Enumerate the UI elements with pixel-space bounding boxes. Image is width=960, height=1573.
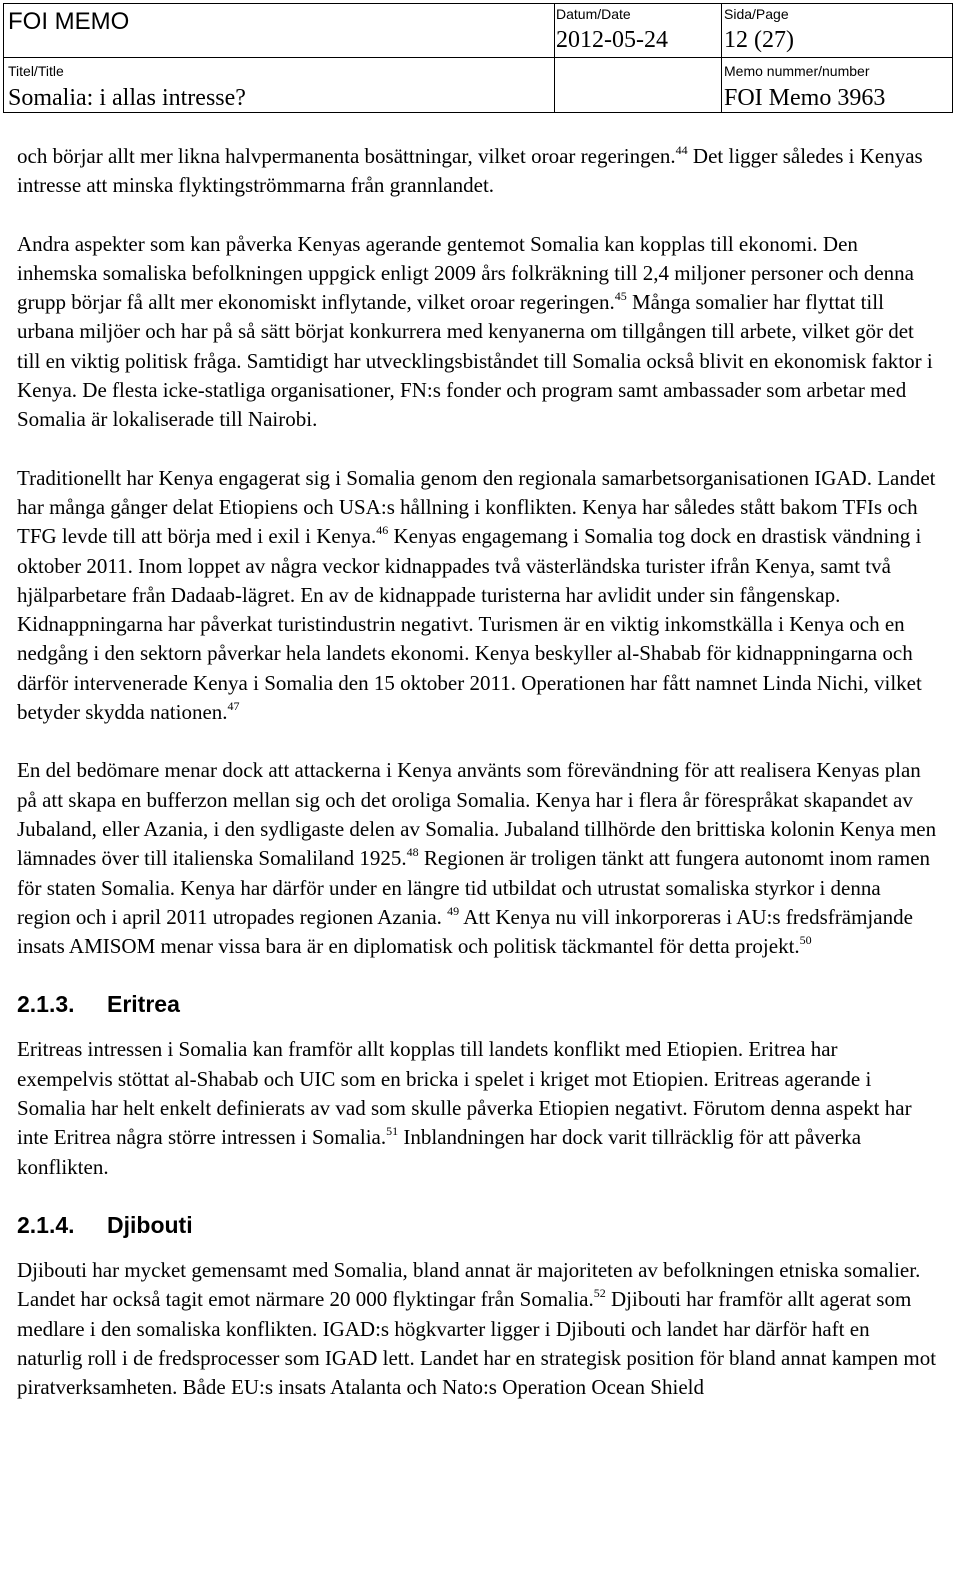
section-title: Djibouti — [107, 1211, 193, 1238]
section-number: 2.1.3. — [17, 991, 75, 1018]
footnote-ref[interactable]: 48 — [406, 845, 419, 860]
footnote-ref[interactable]: 51 — [386, 1124, 399, 1139]
title-label: Titel/Title — [8, 63, 64, 79]
org-name: FOI MEMO — [8, 8, 130, 35]
section-title: Eritrea — [107, 991, 180, 1018]
header-divider — [4, 57, 952, 58]
section-number: 2.1.4. — [17, 1211, 75, 1238]
paragraph: Eritreas intressen i Somalia kan framför allt kopplas till landets konflikt med Etiopien. Eritrea har exempelvis stöttat al-Shabab och UIC som en bricka i spelet i kriget mot Etiopien. Eritreas agerande i Somalia har helt enkelt definierats av vad som skulle påverka Etiopien negativt. Förutom denna aspekt har inte Eritrea några större intressen i Somalia.$^{51}$ Inblandningen har dock varit tillräcklig för att påverka konflikten. — [17, 1037, 912, 1179]
paragraph: Djibouti har mycket gemensamt med Somalia, bland annat är majoriteten av befolkningen etniska somalier. Landet har också tagit emot närmare 20 000 flyktingar från Somalia.$^{52}$ Djibouti har framför allt agerat som medlare i den somaliska konflikten. IGAD:s högkvarter ligger i Djibouti och landet har därför haft en naturlig roll i de fredsprocesser som IGAD lett. Landet har en strategisk position för bland annat kampen mot piratverksamheten. Både EU:s insats Atalanta och Nato:s Operation Ocean Shield — [17, 1257, 937, 1400]
page-label: Sida/Page — [724, 6, 789, 22]
footnote-ref[interactable]: 49 — [447, 903, 460, 918]
date-label: Datum/Date — [556, 6, 631, 22]
date-value: 2012-05-24 — [556, 27, 668, 53]
paragraph: En del bedömare menar dock att attackerna i Kenya använts som förevändning för att realisera Kenyas plan på att skapa en bufferzon mellan sig och det oroliga Somalia. Kenya har i flera år förespråkat skapandet av Jubaland, eller Azania, i den sydligaste delen av Somalia. Jubaland tillhörde den brittiska kolonin Kenya men lämnades över till italienska Somaliland 1925.48 Regionen är troligen tänkt att fungera autonomt inom ramen för staten Somalia. Kenya har därför under en längre tid utbildat och utrustat somaliska styrkor i denna region och i april 2011 utropades regionen Azania. $^{49}$ Att Kenya nu vill inkorporeras i AU:s fredsfrämjande insats AMISOM menar vissa bara är en diplomatisk och politisk täckmantel för detta projekt.$^{50}$ — [17, 758, 937, 959]
memo-number-value: FOI Memo 3963 — [724, 85, 886, 111]
footnote-ref[interactable]: 45 — [614, 289, 627, 304]
paragraph: och börjar allt mer likna halvpermanenta bosättningar, vilket oroar regeringen.$^{44}$ Det ligger således i Kenyas intresse att minska flyktingströmmarna från grannlandet. — [17, 143, 923, 198]
paragraph: Andra aspekter som kan påverka Kenyas agerande gentemot Somalia kan kopplas till ekonomi. Den inhemska somaliska befolkningen uppgick enligt 2009 års folkräkning till 2,4 miljoner personer och denna grupp börjar få allt mer ekonomiskt inflytande, vilket oroar regeringen.$^{45}$ Många somalier har flyttat till urbana miljöer och har på så sätt börjat konkurrera med kenyanerna om tillgången till arbete, vilket gör det till en viktig politisk fråga. Samtidigt har utvecklingsbiståndet till Somalia också blivit en ekonomisk faktor i Kenya. De flesta icke-statliga organisationer, FN:s fonder och program samt ambassader som arbetar med Somalia är lokaliserade till Nairobi. — [17, 231, 933, 432]
header-divider — [721, 4, 722, 112]
footnote-ref[interactable]: 50 — [799, 933, 812, 948]
section-heading-eritrea — [17, 989, 937, 1019]
footnote-ref[interactable]: 46 — [376, 523, 389, 538]
memo-number-label: Memo nummer/number — [724, 63, 870, 79]
title-value: Somalia: i allas intresse? — [8, 85, 246, 111]
footnote-ref[interactable]: 52 — [593, 1286, 606, 1301]
page-value: 12 (27) — [724, 27, 794, 53]
header-divider — [554, 4, 555, 112]
paragraph: Traditionellt har Kenya engagerat sig i Somalia genom den regionala samarbetsorganisationen IGAD. Landet har många gånger delat Etiopiens och USA:s hållning i konflikten. Kenya har således stått bakom TFIs och TFG levde till att börja med i exil i Kenya.$^{46}$ Kenyas engagemang i Somalia tog dock en drastisk vändning i oktober 2011. Inom loppet av några veckor kidnappades två västerländska turister ifrån Kenya, samt två hjälparbetare från Dadaab-lägret. En av de kidnappade turisterna har avlidit under sin fångenskap. Kidnappningarna har påverkat turistindustrin negativt. Turismen är en viktig inkomstkälla i Kenya och en nedgång i den sektorn påverkar hela landets ekonomi. Kenya beskyller al-Shabab för kidnappningarna och därför intervenerade Kenya i Somalia den 15 oktober 2011. Operationen har fått namnet Linda Nichi, vilket betyder skydda nationen.$^{47}$ — [17, 465, 936, 725]
document-body — [17, 142, 937, 1402]
footnote-ref[interactable]: 47 — [227, 699, 240, 714]
memo-header — [3, 3, 953, 113]
section-heading-djibouti — [17, 1210, 937, 1240]
footnote-ref[interactable]: 44 — [675, 143, 688, 157]
